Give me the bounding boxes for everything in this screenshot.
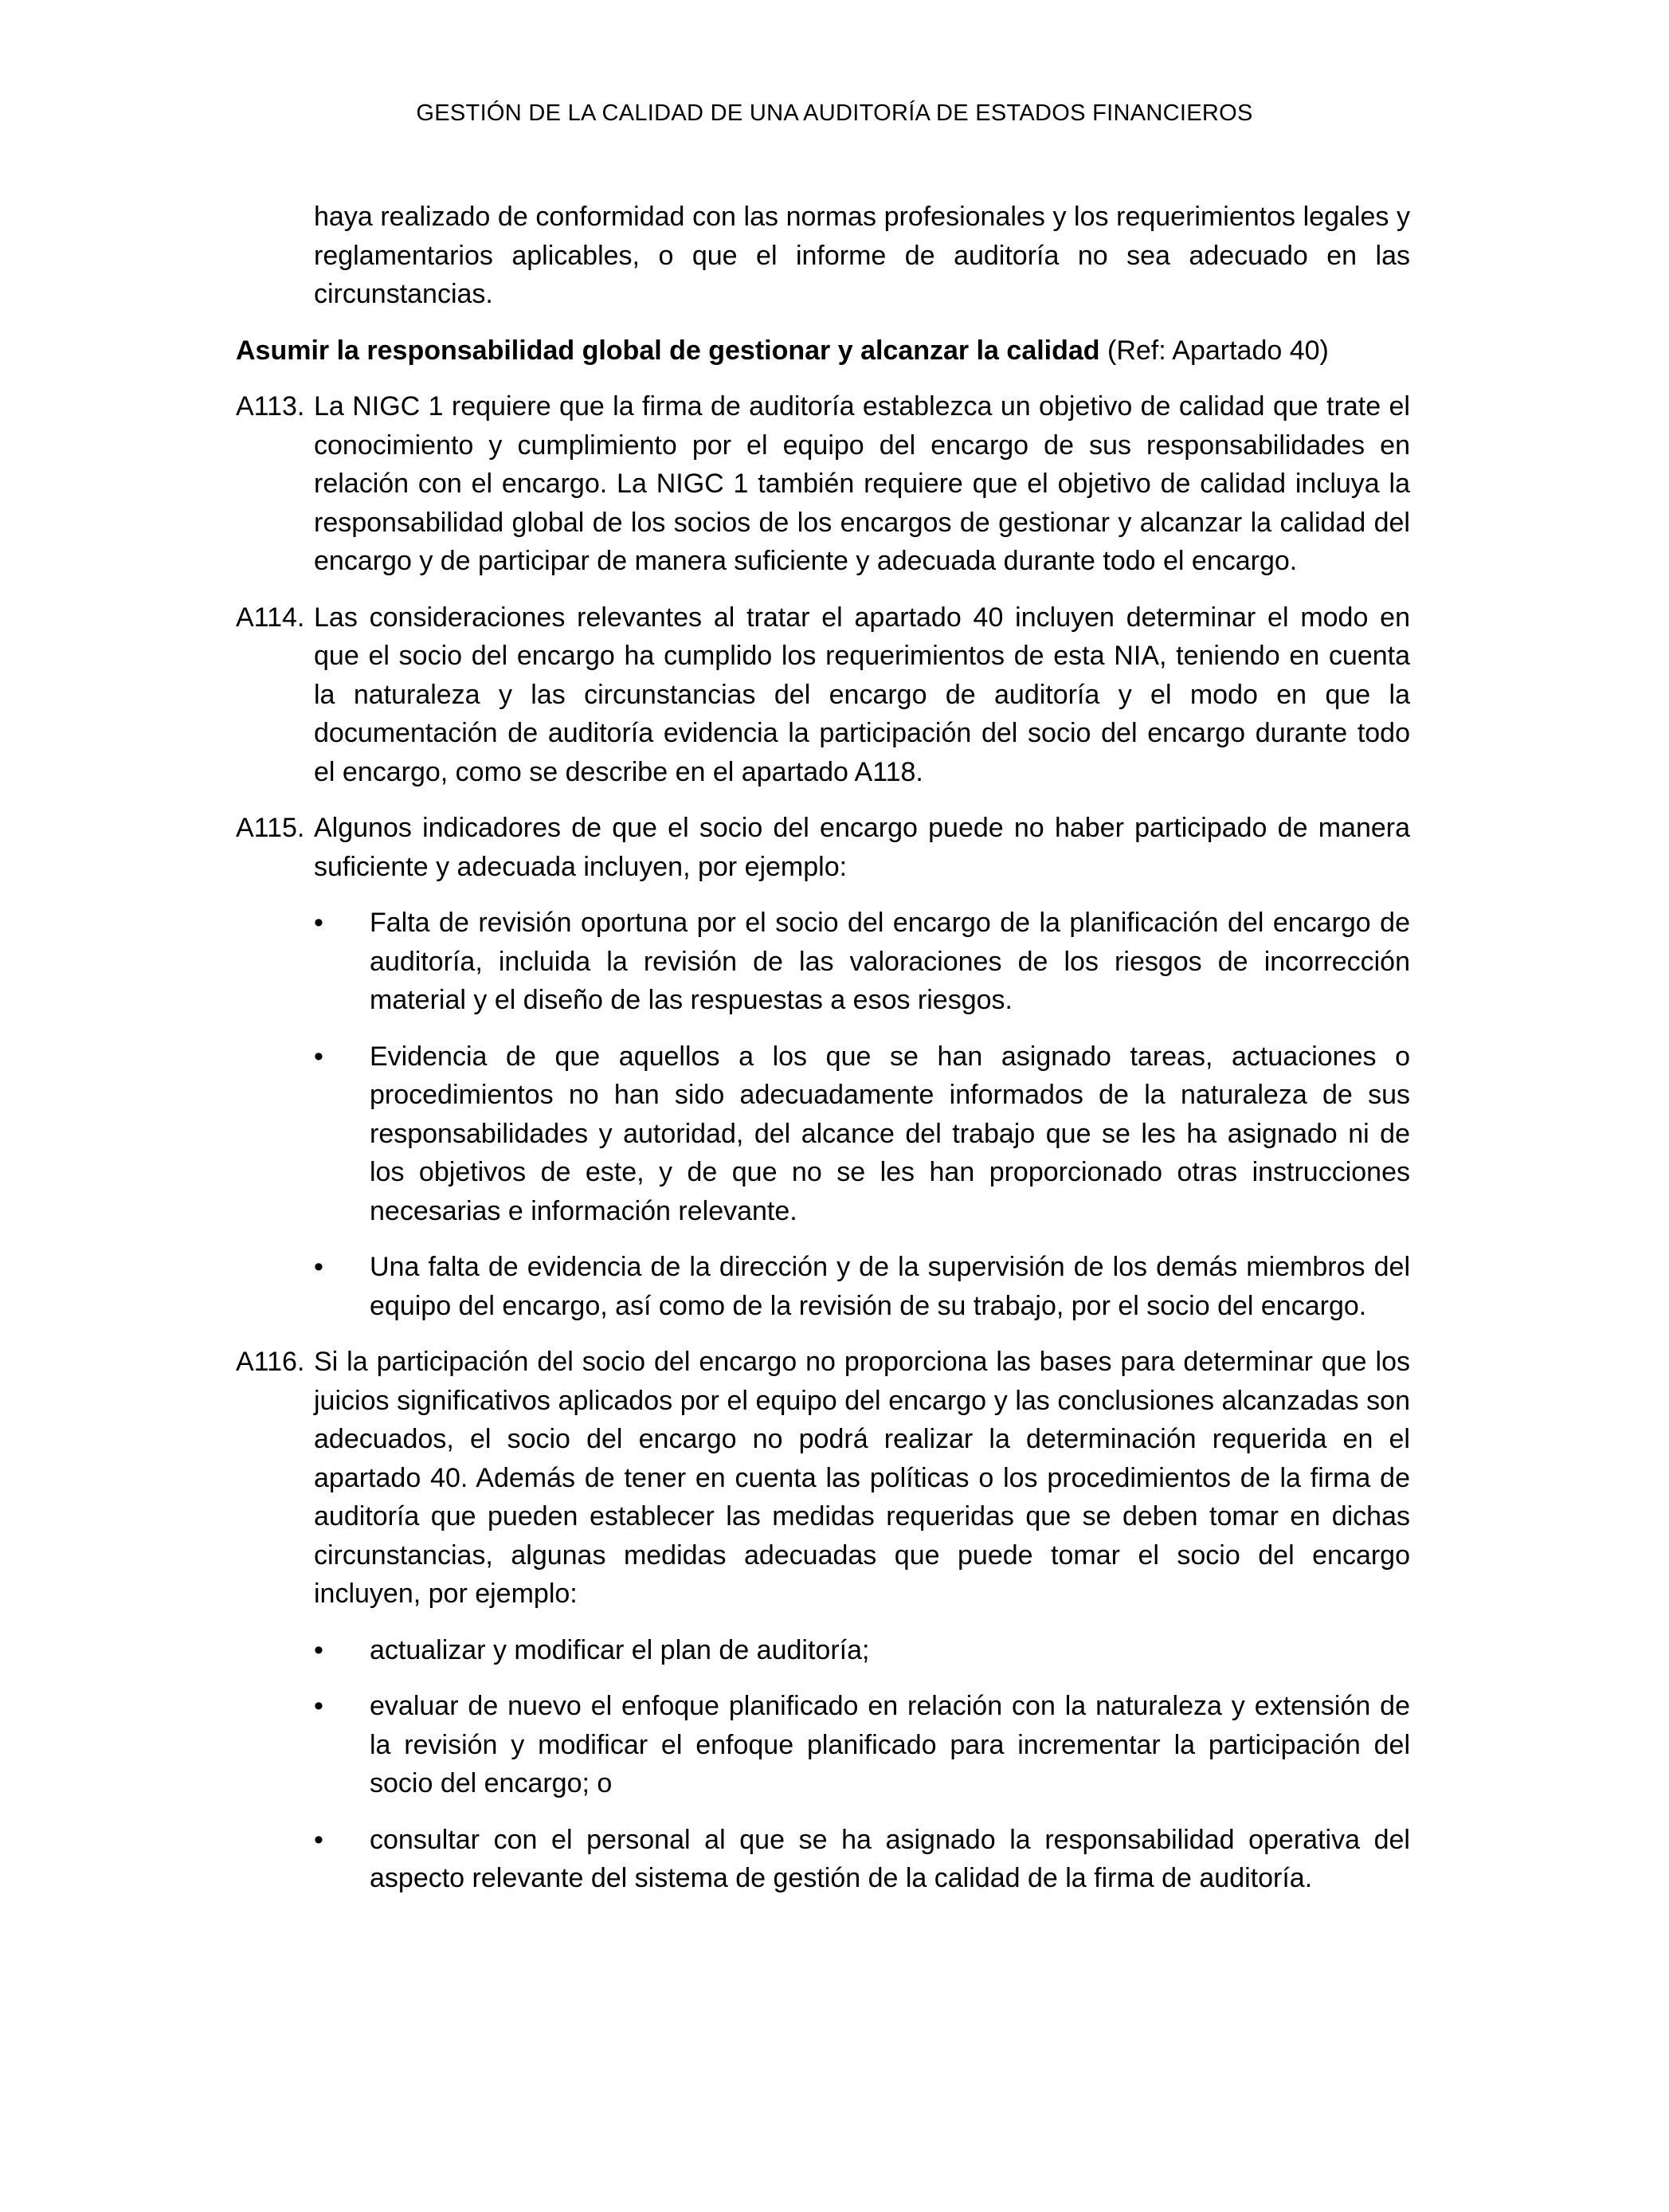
list-item	[314, 1037, 1410, 1231]
bullet-icon: •	[314, 1634, 323, 1665]
bullet-icon: •	[314, 1252, 323, 1282]
paragraph-a113	[236, 387, 1410, 581]
paragraph-number: A113.	[236, 391, 305, 422]
paragraph-text: Algunos indicadores de que el socio del encargo puede no haber participado de manera suficiente y adecuada incluyen, por ejemplo:	[314, 813, 1410, 882]
list-item	[314, 1821, 1410, 1898]
paragraph-text: La NIGC 1 requiere que la firma de auditoría establezca un objetivo de calidad que trate el conocimiento y cumplimiento por el equipo del encargo de sus responsabilidades en relación con el encargo. La NIGC 1 también requiere que el objetivo de calidad incluya la responsabilidad global de los socios de los encargos de gestionar y alcanzar la calidad del encargo y de participar de manera suficiente y adecuada durante todo el encargo.	[314, 391, 1410, 576]
list-item-text: Una falta de evidencia de la dirección y de la supervisión de los demás miembros del equipo del encargo, así como de la revisión de su trabajo, por el socio del encargo.	[370, 1252, 1410, 1321]
section-heading-title: Asumir la responsabilidad global de gestionar y alcanzar la calidad	[236, 335, 1100, 366]
paragraph-text: Si la participación del socio del encargo no proporciona las bases para determinar que los juicios significativos aplicados por el equipo del encargo y las conclusiones alcanzadas son adecuados, el socio del encargo no podrá realizar la determinación requerida en el apartado 40. Además de tener en cuenta las políticas o los procedimientos de la firma de auditoría que pueden establecer las medidas requeridas que se deben tomar en dichas circunstancias, algunas medidas adecuadas que puede tomar el socio del encargo incluyen, por ejemplo:	[314, 1347, 1410, 1609]
bullet-icon: •	[314, 1824, 323, 1855]
list-item-text: consultar con el personal al que se ha asignado la responsabilidad operativa del aspecto relevante del sistema de gestión de la calidad de la firma de auditoría.	[370, 1824, 1410, 1893]
paragraph-a114	[236, 598, 1410, 792]
paragraph-a116	[236, 1343, 1410, 1614]
paragraph-number: A115.	[236, 813, 305, 843]
paragraph-a115	[236, 809, 1410, 886]
section-heading-reference: (Ref: Apartado 40)	[1099, 335, 1329, 366]
bullet-icon: •	[314, 908, 323, 938]
page-body	[236, 198, 1410, 1916]
list-item	[314, 1631, 1410, 1670]
list-item	[314, 904, 1410, 1020]
list-item-text: Falta de revisión oportuna por el socio del encargo de la planificación del encargo de auditoría, incluida la revisión de las valoraciones de los riesgos de incorrección material y el diseño de las respuestas a esos riesgos.	[370, 908, 1410, 1015]
bullet-icon: •	[314, 1041, 323, 1072]
continuation-paragraph: haya realizado de conformidad con las normas profesionales y los requerimientos legales y reglamentarios aplicables, o que el informe de auditoría no sea adecuado en las circunstancias.	[314, 202, 1410, 309]
bullet-icon: •	[314, 1691, 323, 1721]
section-heading	[236, 331, 1410, 371]
running-header: GESTIÓN DE LA CALIDAD DE UNA AUDITORÍA DE ESTADOS FINANCIEROS	[416, 100, 1253, 126]
paragraph-number: A114.	[236, 602, 305, 633]
paragraph-text: Las consideraciones relevantes al tratar el apartado 40 incluyen determinar el modo en que el socio del encargo ha cumplido los requerimientos de esta NIA, teniendo en cuenta la naturaleza y las circunstancias del encargo de auditoría y el modo en que la documentación de auditoría evidencia la participación del socio del encargo durante todo el encargo, como se describe en el apartado A118.	[314, 602, 1410, 787]
bullet-list-a116	[314, 1631, 1410, 1898]
list-item-text: evaluar de nuevo el enfoque planificado en relación con la naturaleza y extensión de la revisión y modificar el enfoque planificado para incrementar la participación del socio del encargo; o	[370, 1691, 1410, 1798]
list-item-text: Evidencia de que aquellos a los que se han asignado tareas, actuaciones o procedimientos no han sido adecuadamente informados de la naturaleza de sus responsabilidades y autoridad, del alcance del trabajo que se les ha asignado ni de los objetivos de este, y de que no se les han proporcionado otras instrucciones necesarias e información relevante.	[370, 1041, 1410, 1226]
list-item-text: actualizar y modificar el plan de auditoría;	[370, 1634, 870, 1665]
list-item	[314, 1687, 1410, 1803]
list-item	[314, 1248, 1410, 1325]
paragraph-number: A116.	[236, 1347, 305, 1377]
bullet-list-a115	[314, 904, 1410, 1325]
